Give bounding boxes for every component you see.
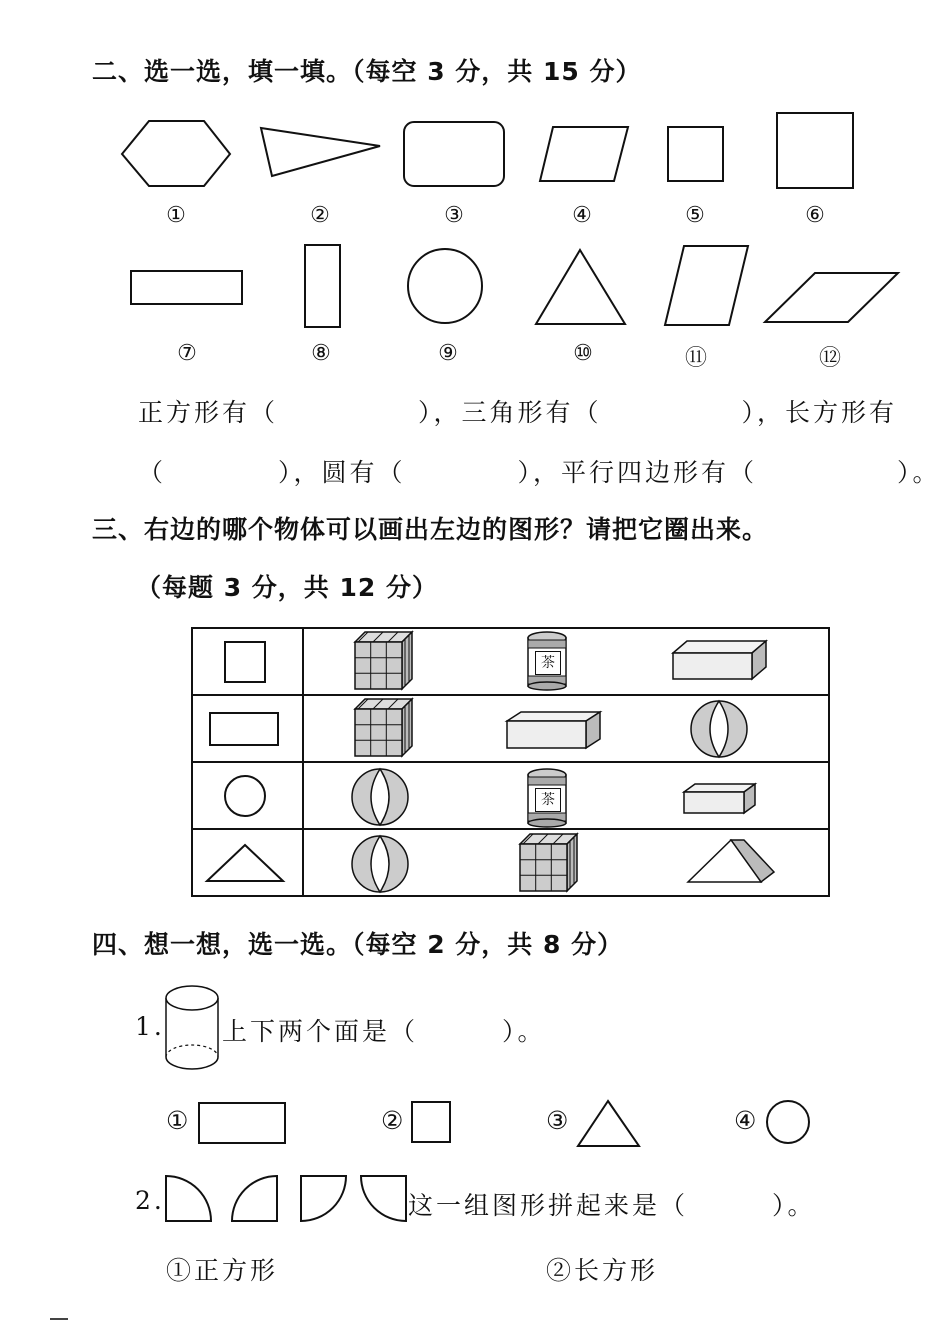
quarter-circle-piece <box>232 1176 277 1221</box>
q1-option-2-label[interactable]: ② <box>381 1106 407 1135</box>
q2-text[interactable]: 这一组图形拼起来是（ ）。 <box>408 1191 816 1220</box>
section2-fill-line-1[interactable]: 正方形有（ ），三角形有（ ），长方形有 <box>138 398 898 427</box>
shape-9-circle <box>408 249 482 323</box>
shape-4-parallelogram <box>540 127 628 181</box>
q2-option-1[interactable]: ①正方形 <box>166 1256 279 1285</box>
quarter-circle-piece <box>361 1176 406 1221</box>
shape-label: ④ <box>572 203 592 228</box>
option-2-square[interactable] <box>412 1102 450 1142</box>
rubiks-cube-icon[interactable] <box>355 699 412 756</box>
triangular-prism-icon[interactable] <box>688 840 774 882</box>
quarter-circle-piece <box>301 1176 346 1221</box>
rubiks-cube-icon[interactable] <box>520 834 577 891</box>
section4-heading: 四、想一想，选一选。（每空 2 分，共 8 分） <box>92 930 624 959</box>
shape-10-triangle <box>536 250 625 324</box>
shape-3-rounded-rect <box>404 122 504 186</box>
q1-number: 1. <box>135 1012 165 1041</box>
option-1-rectangle[interactable] <box>199 1103 285 1143</box>
shape-label: ① <box>166 203 186 228</box>
box-icon[interactable] <box>684 784 755 813</box>
shape-6-square <box>777 113 853 188</box>
q1-option-3-label[interactable]: ③ <box>546 1106 572 1135</box>
shape-label: ⑥ <box>805 203 825 228</box>
shape-label: ⑧ <box>311 341 331 366</box>
q1-text[interactable]: 上下两个面是（ ）。 <box>222 1017 546 1046</box>
shape-1-hexagon <box>122 121 230 186</box>
shape-label: ⑦ <box>177 341 197 366</box>
section3-subheading: （每题 3 分，共 12 分） <box>136 573 439 602</box>
box-icon[interactable] <box>507 712 600 748</box>
tea-label: 茶 <box>535 651 561 675</box>
shape-12-parallelogram <box>765 273 898 322</box>
section3-heading: 三、右边的哪个物体可以画出左边的图形？请把它圈出来。 <box>92 515 769 544</box>
shape-label: ⑪ <box>684 346 707 371</box>
q2-option-2[interactable]: ②长方形 <box>546 1256 659 1285</box>
ball-icon[interactable] <box>691 701 747 757</box>
rubiks-cube-icon[interactable] <box>355 632 412 689</box>
box-icon[interactable] <box>673 641 766 679</box>
section2-fill-line-2[interactable]: （ ），圆有（ ），平行四边形有（ ）。 <box>138 458 941 487</box>
shape-7-rectangle <box>131 271 242 304</box>
option-3-triangle[interactable] <box>578 1101 639 1146</box>
table-left-square <box>225 642 265 682</box>
shape-label: ② <box>310 203 330 228</box>
tea-label: 茶 <box>535 788 561 812</box>
table-left-circle <box>225 776 265 816</box>
shape-5-square <box>668 127 723 181</box>
shape-11-parallelogram <box>665 246 748 325</box>
table-left-triangle <box>207 845 283 881</box>
q2-number: 2. <box>135 1186 165 1215</box>
shape-8-rectangle <box>305 245 340 327</box>
q1-option-1-label[interactable]: ① <box>166 1106 192 1135</box>
ball-icon[interactable] <box>352 836 408 892</box>
shape-label: ⑩ <box>573 341 593 366</box>
ball-icon[interactable] <box>352 769 408 825</box>
shape-2-triangle <box>261 128 380 176</box>
q1-option-4-label[interactable]: ④ <box>734 1106 760 1135</box>
shape-label: ⑨ <box>438 341 458 366</box>
table-left-rectangle <box>210 713 278 745</box>
shape-label: ③ <box>444 203 464 228</box>
shape-label: ⑤ <box>685 203 705 228</box>
section2-heading: 二、选一选，填一填。（每空 3 分，共 15 分） <box>92 57 642 86</box>
shape-label: ⑫ <box>818 346 841 371</box>
quarter-circle-piece <box>166 1176 211 1221</box>
cylinder-icon <box>166 986 218 1069</box>
option-4-circle[interactable] <box>767 1101 809 1143</box>
